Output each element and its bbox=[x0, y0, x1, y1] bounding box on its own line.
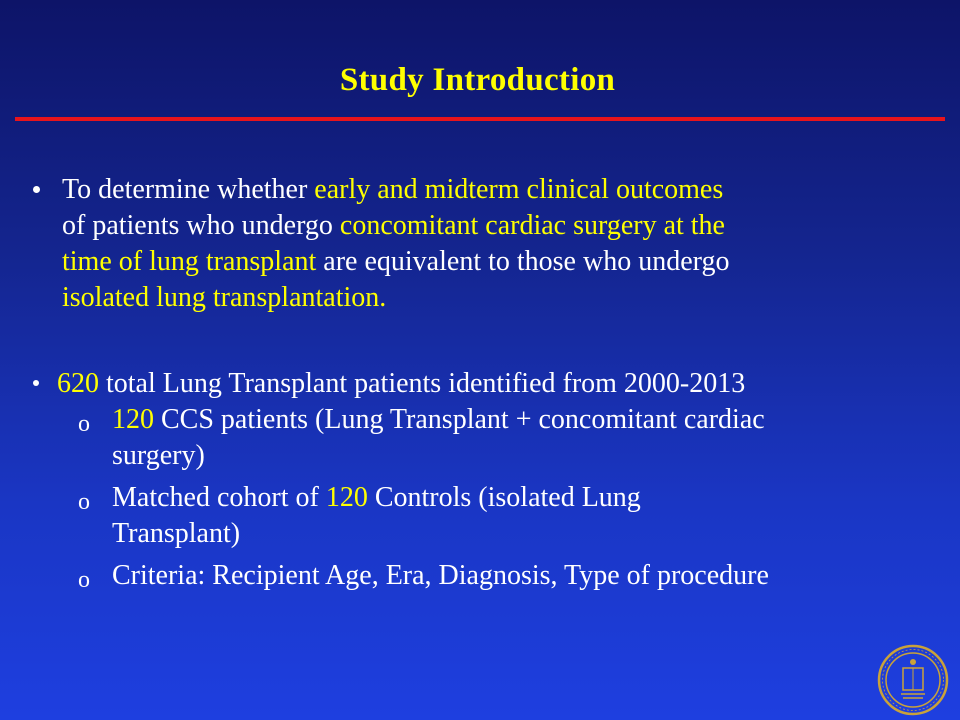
title-divider bbox=[15, 117, 945, 121]
sub-bullet-controls bbox=[112, 480, 641, 552]
text-run: Matched cohort of bbox=[112, 482, 326, 513]
sub-line: Criteria: Recipient Age, Era, Diagnosis, Type of procedure bbox=[112, 560, 769, 591]
objective-line bbox=[62, 208, 729, 244]
ccs-count: 120 bbox=[112, 404, 154, 435]
text-run: of patients who undergo bbox=[62, 210, 340, 241]
sub-bullet-marker: o bbox=[78, 567, 90, 593]
highlighted-text: early and midterm clinical outcomes bbox=[314, 174, 724, 205]
sub-bullet-criteria bbox=[112, 558, 769, 594]
text-run: Controls (isolated Lung bbox=[367, 482, 641, 513]
text-run: To determine whether bbox=[62, 174, 315, 205]
control-count: 120 bbox=[325, 482, 368, 513]
sub-line: surgery) bbox=[112, 440, 205, 471]
slide-title: Study Introduction bbox=[339, 62, 616, 98]
sub-line bbox=[112, 480, 641, 516]
patient-count: 620 bbox=[57, 368, 99, 399]
sub-line bbox=[112, 402, 765, 438]
bullet-patients bbox=[57, 366, 745, 402]
text-run: are equivalent to those who undergo bbox=[316, 246, 730, 277]
sub-bullet-marker: o bbox=[78, 411, 90, 437]
university-seal-icon bbox=[877, 644, 949, 716]
sub-line: Transplant) bbox=[112, 518, 241, 549]
bullet-objective bbox=[62, 172, 729, 316]
objective-line bbox=[62, 244, 729, 280]
highlighted-text: time of lung transplant bbox=[62, 246, 317, 277]
objective-line bbox=[62, 280, 729, 316]
sub-bullet-ccs bbox=[112, 402, 765, 474]
text-run: total Lung Transplant patients identified from 2000-2013 bbox=[99, 368, 746, 399]
sub-bullet-marker: o bbox=[78, 489, 90, 515]
bullet-dot bbox=[33, 186, 40, 193]
highlighted-text: concomitant cardiac surgery at the bbox=[339, 210, 725, 241]
objective-line bbox=[62, 172, 729, 208]
highlighted-text: isolated lung transplantation. bbox=[62, 282, 387, 313]
text-run: CCS patients (Lung Transplant + concomitant cardiac bbox=[154, 404, 765, 435]
bullet-dot bbox=[33, 380, 39, 386]
